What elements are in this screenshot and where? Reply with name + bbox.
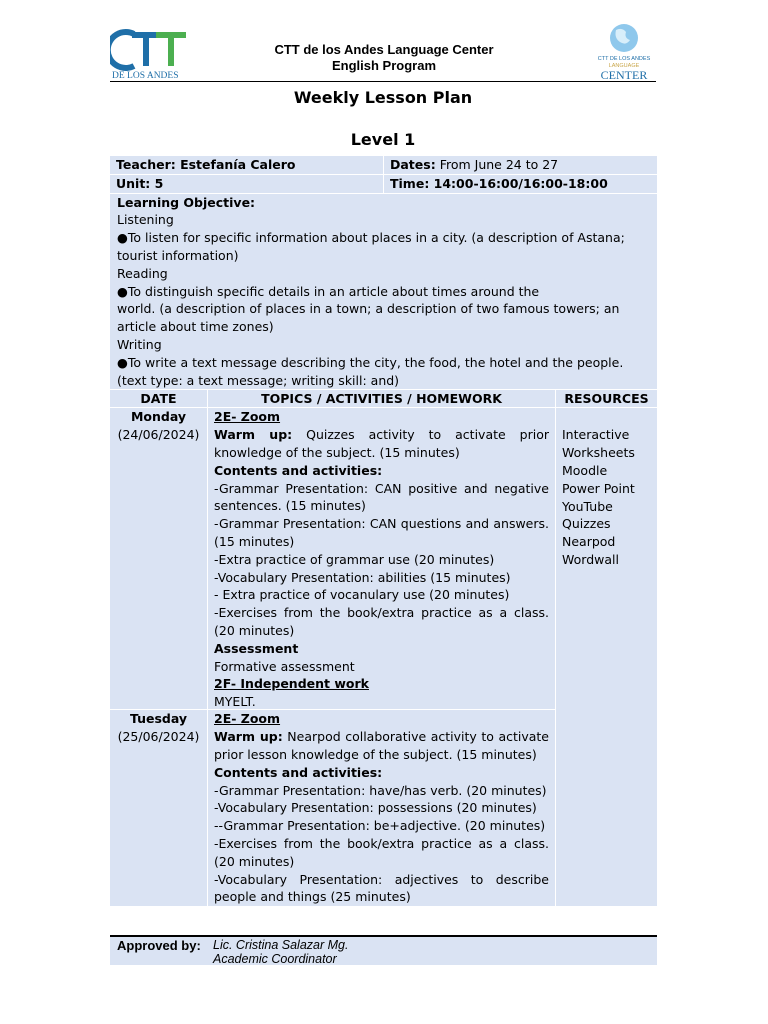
tuesday-date: (25/06/2024)	[117, 729, 200, 745]
unit-cell	[110, 175, 384, 193]
approval-block	[110, 935, 657, 965]
dates-cell	[384, 156, 657, 174]
monday-activity: -Grammar Presentation: CAN positive and negative sentences. (15 minutes)	[214, 480, 549, 514]
lesson-plan-table	[110, 156, 657, 906]
resource-item: Interactive	[562, 427, 630, 443]
tuesday-contents-label: Contents and activities:	[214, 764, 383, 780]
teacher: Teacher: Estefanía Calero	[116, 157, 296, 172]
page-title: Weekly Lesson Plan	[293, 88, 473, 107]
svg-text:CTT DE LOS ANDES: CTT DE LOS ANDES	[597, 56, 651, 62]
tuesday-date-cell	[110, 710, 207, 906]
monday-activity: - Extra practice of vocanulary use (20 minutes)	[214, 587, 510, 603]
header-divider	[110, 81, 656, 82]
tuesday-activity: --Grammar Presentation: be+adjective. (20 minutes)	[214, 818, 546, 834]
monday-topics	[208, 408, 555, 710]
resources-header: RESOURCES	[556, 390, 657, 408]
ctt-logo	[110, 26, 190, 80]
date-header: DATE	[110, 390, 207, 408]
objective-line: ●To listen for specific information about places in a city. (a description of Astana; tourist information)	[117, 230, 625, 263]
schedule-grid	[110, 390, 657, 906]
monday-session: 2E- Zoom	[214, 409, 281, 425]
resources-column	[556, 390, 657, 906]
resource-item: Nearpod	[562, 534, 616, 550]
resource-item: YouTube	[562, 498, 613, 514]
level-title: Level 1	[350, 130, 416, 149]
approved-by-label: Approved by:	[117, 938, 201, 953]
resources-list	[556, 408, 657, 568]
independent-work-text: MYELT.	[214, 694, 256, 710]
objective-line: Reading	[117, 265, 168, 281]
tuesday-activity: -Exercises from the book/extra practice as a class. (20 minutes)	[214, 835, 549, 869]
info-row-2	[110, 175, 657, 194]
language-center-logo	[592, 22, 656, 84]
approver-name: Lic. Cristina Salazar Mg.	[213, 938, 349, 952]
program-name: English Program	[331, 58, 437, 73]
objective-line: ●To write a text message describing the city, the food, the hotel and the people. (text type: a text message; writing skill: and)	[117, 354, 624, 388]
monday-date-cell	[110, 408, 207, 710]
institution-heading	[250, 42, 518, 74]
dates-value: From June 24 to 27	[439, 157, 559, 172]
topics-column	[208, 390, 556, 906]
unit: Unit: 5	[116, 175, 164, 191]
teacher-cell	[110, 156, 384, 174]
time: Time: 14:00-16:00/16:00-18:00	[390, 175, 608, 191]
document-header	[110, 22, 656, 84]
tuesday-day: Tuesday	[129, 711, 188, 727]
tuesday-warmup-label: Warm up:	[214, 729, 283, 745]
logo-left-text: DE LOS ANDES	[112, 71, 179, 80]
learning-objective	[110, 194, 657, 391]
objective-heading: Learning Objective:	[117, 194, 256, 210]
tuesday-activity: -Vocabulary Presentation: adjectives to describe people and things (25 minutes)	[214, 871, 549, 905]
approver-role: Academic Coordinator	[213, 952, 337, 966]
independent-work-label: 2F- Independent work	[214, 676, 369, 692]
topics-header: TOPICS / ACTIVITIES / HOMEWORK	[208, 390, 555, 408]
assessment-label: Assessment	[214, 640, 299, 656]
date-column	[110, 390, 208, 906]
info-row-1	[110, 156, 657, 175]
resource-item: Wordwall	[562, 551, 619, 567]
objective-line: ●To distinguish specific details in an article about times around the	[117, 283, 540, 299]
svg-text:LANGUAGE: LANGUAGE	[608, 63, 640, 69]
resource-item: Quizzes	[562, 516, 611, 532]
monday-date: (24/06/2024)	[117, 427, 200, 443]
monday-day: Monday	[130, 409, 187, 425]
tuesday-topics	[208, 710, 555, 906]
tuesday-activity: -Grammar Presentation: have/has verb. (20 minutes)	[214, 782, 547, 798]
monday-contents-label: Contents and activities:	[214, 462, 383, 478]
resource-item: Worksheets	[562, 445, 635, 461]
tuesday-activity: -Vocabulary Presentation: possessions (20 minutes)	[214, 800, 537, 816]
monday-activity: -Grammar Presentation: CAN questions and answers. (15 minutes)	[214, 516, 549, 549]
monday-warmup-label: Warm up:	[214, 427, 293, 443]
monday-activity: -Exercises from the book/extra practice as a class. (20 minutes)	[214, 605, 549, 638]
monday-activity: -Extra practice of grammar use (20 minutes)	[214, 551, 495, 567]
monday-warmup-text: Quizzes activity to activate prior knowledge of the subject. (15 minutes)	[214, 427, 549, 460]
dates-label: Dates:	[390, 157, 436, 172]
tuesday-warmup-text: Nearpod collaborative activity to activate prior lesson knowledge of the subject. (15 minutes)	[214, 729, 550, 762]
time-cell	[384, 175, 657, 193]
resource-item: Power Point	[562, 480, 635, 496]
objective-line: world. (a description of places in a town; a description of two famous towers; an article about time zones)	[117, 301, 620, 335]
tuesday-session: 2E- Zoom	[214, 711, 281, 727]
institution-name: CTT de los Andes Language Center	[274, 42, 494, 57]
objective-line: Listening	[117, 212, 174, 228]
objective-line: Writing	[117, 336, 162, 352]
assessment-text: Formative assessment	[214, 658, 355, 674]
svg-text:CENTER: CENTER	[600, 68, 648, 82]
resource-item: Moodle	[562, 462, 608, 478]
monday-activity: -Vocabulary Presentation: abilities (15 minutes)	[214, 569, 511, 585]
